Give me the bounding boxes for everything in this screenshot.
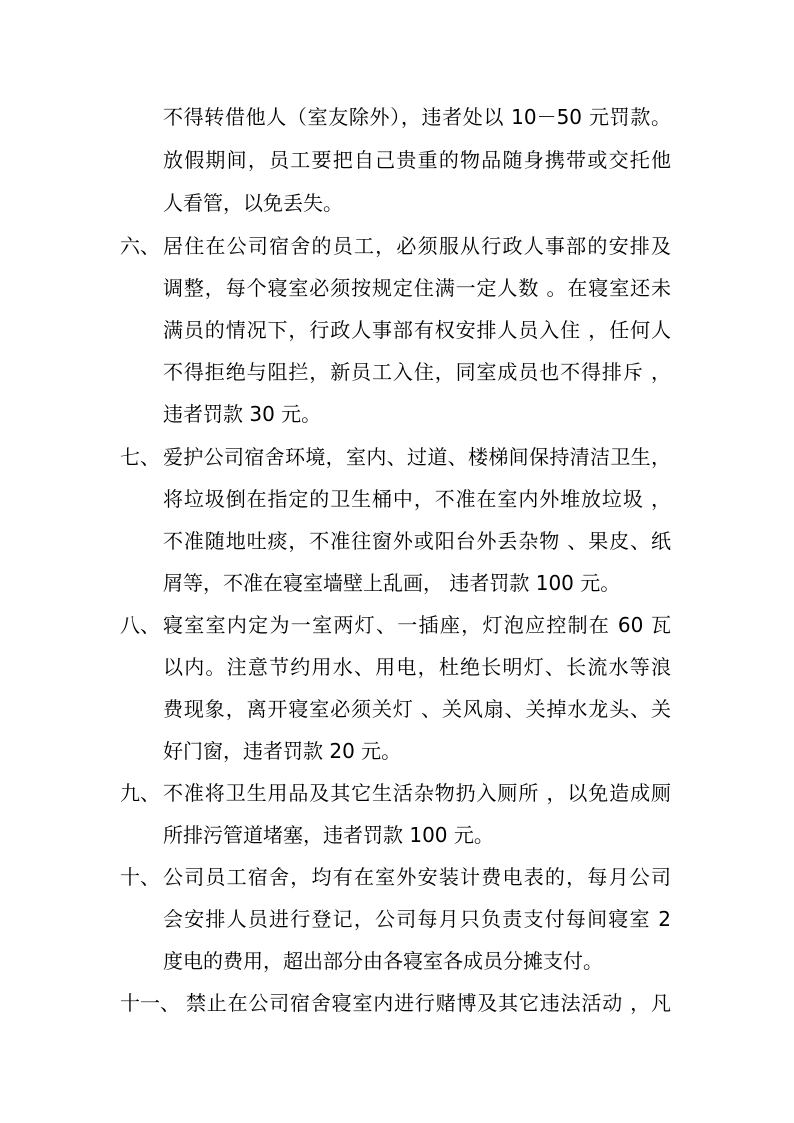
item-8-line-2: 以内。注意节约用水、用电，杜绝长明灯、长流水等浪 [163, 655, 671, 679]
item-7-line-4: 屑等，不准在寝室墙壁上乱画， 违者罚款 100 元。 [163, 571, 621, 595]
intro-line-2: 放假期间，员工要把自己贵重的物品随身携带或交托他 [163, 148, 671, 172]
item-6-line-4: 不得拒绝与阻拦，新员工入住，同室成员也不得排斥 ， [163, 360, 671, 384]
item-6-line-1: 居住在公司宿舍的员工，必须服从行政人事部的安排及 [163, 234, 671, 258]
item-number-9: 九、 [120, 781, 160, 805]
item-7-line-3: 不准随地吐痰，不准往窗外或阳台外丢杂物 、果皮、纸 [163, 529, 671, 553]
item-10-line-1: 公司员工宿舍，均有在室外安装计费电表的，每月公司 [163, 865, 671, 889]
item-9-line-2: 所排污管道堵塞，违者罚款 100 元。 [163, 823, 494, 847]
item-8-line-1: 寝室室内定为一室两灯、一插座，灯泡应控制在 60 瓦 [163, 613, 671, 637]
item-number-8: 八、 [120, 613, 160, 637]
item-10-line-3: 度电的费用，超出部分由各寝室各成员分摊支付。 [163, 949, 603, 973]
item-10-line-2: 会安排人员进行登记，公司每月只负责支付每间寝室 2 [163, 907, 671, 931]
item-6-line-3: 满员的情况下，行政人事部有权安排人员入住 ，任何人 [163, 318, 671, 342]
item-6-line-5: 违者罚款 30 元。 [163, 402, 322, 426]
item-8-line-4: 好门窗，违者罚款 20 元。 [163, 739, 402, 763]
item-11-line-1: 禁止在公司宿舍寝室内进行赌博及其它违法活动 ，凡 [186, 991, 671, 1015]
item-9-line-1: 不准将卫生用品及其它生活杂物扔入厕所 ，以免造成厕 [163, 781, 671, 805]
intro-line-3: 人看管，以免丢失。 [163, 191, 343, 215]
item-number-6: 六、 [120, 234, 160, 258]
intro-line-1: 不得转借他人（室友除外），违者处以 10－50 元罚款。 [163, 105, 671, 129]
item-number-7: 七、 [120, 445, 160, 469]
item-7-line-1: 爱护公司宿舍环境，室内、过道、楼梯间保持清洁卫生， [163, 445, 671, 469]
item-6-line-2: 调整，每个寝室必须按规定住满一定人数 。在寝室还未 [163, 276, 671, 300]
item-number-11: 十一、 [120, 991, 180, 1015]
item-8-line-3: 费现象，离开寝室必须关灯 、关风扇、关掉水龙头、关 [163, 697, 671, 721]
item-7-line-2: 将垃圾倒在指定的卫生桶中，不准在室内外堆放垃圾 ， [163, 487, 671, 511]
item-number-10: 十、 [120, 865, 160, 889]
